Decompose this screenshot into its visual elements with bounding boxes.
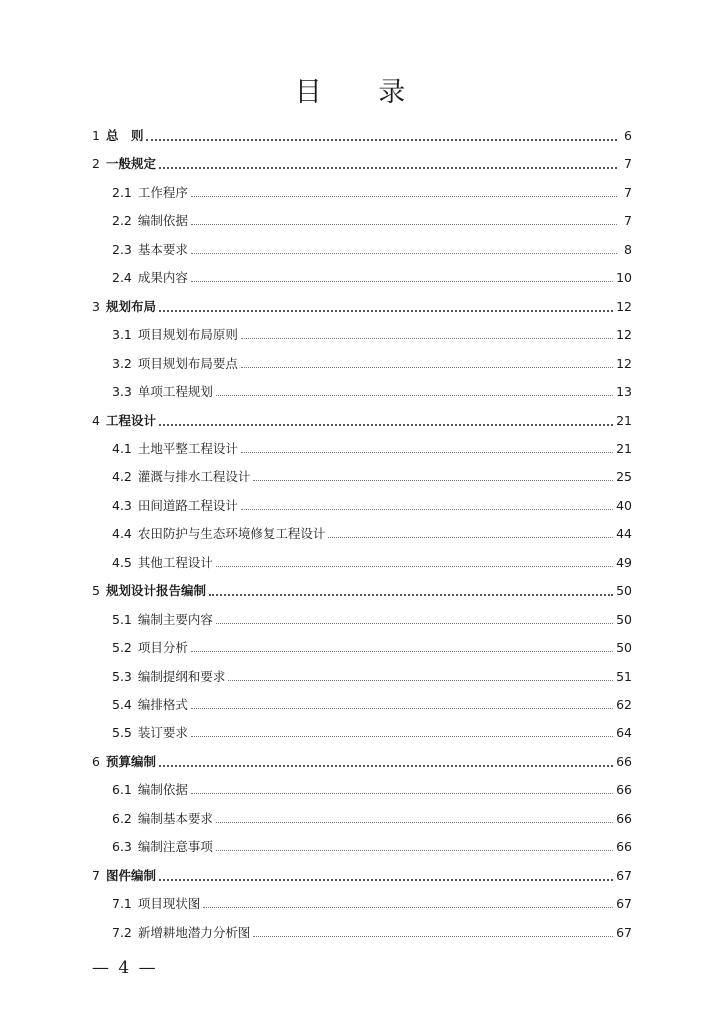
toc-section-entry[interactable] — [0, 807, 724, 827]
toc-section-entry[interactable] — [0, 352, 724, 372]
toc-section-entry[interactable] — [0, 437, 724, 457]
toc-entry-label — [112, 725, 188, 741]
toc-entry-title: 田间道路工程设计 — [137, 497, 238, 513]
toc-entry-title: 工程设计 — [105, 412, 156, 428]
dot-leader — [191, 793, 613, 794]
toc-entry-title: 项目规划布局原则 — [137, 327, 238, 343]
toc-section-entry[interactable] — [0, 238, 724, 258]
toc-entry-title: 项目分析 — [137, 640, 188, 656]
toc-section-entry[interactable] — [0, 522, 724, 542]
toc-page-number: 50 — [616, 583, 632, 599]
toc-entry-label — [112, 782, 188, 798]
toc-entry-label — [112, 327, 238, 343]
dot-leader — [216, 566, 613, 567]
toc-page-number: 6 — [624, 128, 632, 143]
page-number-footer: — 4 — — [92, 958, 158, 978]
toc-entry-title: 编制依据 — [137, 213, 188, 229]
toc-page-number: 50 — [616, 640, 632, 656]
toc-section-entry[interactable] — [0, 608, 724, 628]
toc-entry-label — [112, 213, 188, 229]
toc-entry-title: 土地平整工程设计 — [137, 440, 238, 456]
toc-entry-number: 5.5 — [112, 725, 132, 741]
toc-section-entry[interactable] — [0, 778, 724, 798]
toc-entry-label — [112, 441, 238, 457]
dot-leader — [159, 310, 613, 312]
dot-leader — [241, 367, 613, 368]
toc-section-entry[interactable] — [0, 892, 724, 912]
toc-page-number: 13 — [616, 384, 632, 400]
toc-page-number: 7 — [624, 184, 632, 200]
dot-leader — [191, 736, 613, 737]
toc-entry-number: 3.3 — [112, 384, 132, 400]
toc-section-entry[interactable] — [0, 209, 724, 229]
toc-entry-label — [112, 526, 325, 542]
toc-entry-number: 4.1 — [112, 440, 132, 456]
toc-section-entry[interactable] — [0, 721, 724, 741]
dot-leader — [191, 281, 613, 282]
toc-entry-number: 5 — [92, 583, 100, 599]
toc-entry-label — [112, 697, 188, 713]
toc-section-entry[interactable] — [0, 266, 724, 286]
dot-leader — [159, 424, 613, 426]
toc-entry-label — [112, 640, 188, 656]
toc-entry-title: 图件编制 — [105, 867, 156, 883]
toc-chapter-entry[interactable] — [0, 124, 724, 144]
toc-entry-title: 编制提纲和要求 — [137, 668, 226, 684]
toc-section-entry[interactable] — [0, 181, 724, 201]
toc-section-entry[interactable] — [0, 551, 724, 571]
toc-entry-title: 新增耕地潜力分析图 — [137, 924, 251, 940]
toc-entry-label — [112, 270, 188, 286]
toc-entry-title: 规划布局 — [105, 298, 156, 314]
toc-page-number: 49 — [616, 554, 632, 570]
toc-chapter-entry[interactable] — [0, 750, 724, 770]
toc-entry-number: 5.1 — [112, 611, 132, 627]
toc-entry-title: 总 则 — [105, 128, 144, 143]
dot-leader — [216, 623, 613, 624]
toc-entry-number: 4 — [92, 412, 100, 428]
toc-page-number: 10 — [616, 270, 632, 286]
toc-page-number: 40 — [616, 497, 632, 513]
toc-entry-label — [92, 583, 206, 599]
toc-entry-label — [112, 669, 225, 685]
dot-leader — [159, 765, 613, 767]
dot-leader — [241, 509, 613, 510]
toc-section-entry[interactable] — [0, 323, 724, 343]
page-title: 目 录 — [294, 77, 430, 108]
toc-entry-number: 5.4 — [112, 697, 132, 712]
toc-entry-number: 2.2 — [112, 213, 132, 229]
toc-page-number: 67 — [616, 867, 632, 883]
toc-chapter-entry[interactable] — [0, 152, 724, 172]
toc-page-number: 21 — [616, 440, 632, 456]
toc-entry-title: 编制依据 — [137, 782, 188, 798]
dot-leader — [191, 651, 613, 652]
toc-section-entry[interactable] — [0, 693, 724, 713]
dot-leader — [191, 196, 617, 197]
toc-entry-number: 6 — [92, 753, 100, 769]
toc-entry-title: 单项工程规划 — [137, 384, 213, 400]
toc-entry-number: 5.3 — [112, 668, 132, 684]
toc-entry-title: 灌溉与排水工程设计 — [137, 469, 251, 485]
toc-entry-title: 一般规定 — [105, 156, 156, 172]
toc-page-number: 12 — [616, 298, 632, 314]
toc-section-entry[interactable] — [0, 494, 724, 514]
toc-entry-number: 4.4 — [112, 526, 132, 542]
toc-page-number: 67 — [616, 896, 632, 912]
toc-entry-number: 3.1 — [112, 327, 132, 343]
dot-leader — [216, 850, 613, 851]
toc-entry-label — [92, 299, 156, 315]
toc-page-number: 12 — [616, 327, 632, 343]
toc-page-number: 25 — [616, 469, 632, 485]
dot-leader — [209, 594, 613, 596]
dot-leader — [241, 452, 613, 453]
toc-entry-number: 6.3 — [112, 839, 132, 855]
dot-leader — [191, 253, 617, 254]
toc-entry-number: 7.2 — [112, 924, 132, 940]
toc-entry-label — [112, 612, 213, 628]
toc-entry-label — [112, 498, 238, 514]
toc-entry-title: 工作程序 — [137, 184, 188, 200]
toc-section-entry[interactable] — [0, 835, 724, 855]
toc-section-entry[interactable] — [0, 665, 724, 685]
toc-entry-title: 规划设计报告编制 — [105, 583, 206, 599]
toc-entry-number: 3.2 — [112, 355, 132, 371]
toc-page-number: 66 — [616, 753, 632, 769]
toc-page-number: 21 — [616, 412, 632, 428]
toc-entry-label — [112, 925, 250, 941]
dot-leader — [146, 139, 617, 141]
dot-leader — [159, 167, 617, 169]
toc-entry-label — [112, 839, 213, 855]
toc-entry-label — [112, 384, 213, 400]
dot-leader — [328, 537, 613, 538]
toc-entry-label — [92, 128, 143, 144]
toc-entry-number: 3 — [92, 298, 100, 314]
dot-leader — [216, 822, 613, 823]
toc-entry-label — [112, 356, 238, 372]
toc-section-entry[interactable] — [0, 921, 724, 941]
toc-entry-title: 预算编制 — [105, 753, 156, 769]
dot-leader — [253, 936, 613, 937]
toc-entry-title: 装订要求 — [137, 725, 188, 741]
toc-entry-number: 2.4 — [112, 270, 132, 286]
dot-leader — [191, 224, 617, 225]
toc-entry-label — [112, 242, 188, 258]
toc-entry-title: 编制主要内容 — [137, 611, 213, 627]
dot-leader — [159, 879, 613, 881]
toc-page-number: 66 — [616, 810, 632, 826]
toc-entry-label — [92, 413, 156, 429]
toc-page-number: 8 — [624, 241, 632, 257]
toc-entry-label — [112, 469, 250, 485]
toc-entry-title: 基本要求 — [137, 241, 188, 257]
toc-entry-title: 编制基本要求 — [137, 810, 213, 826]
toc-page-number: 7 — [624, 156, 632, 172]
toc-entry-label — [112, 811, 213, 827]
toc-entry-title: 其他工程设计 — [137, 554, 213, 570]
toc-page-number: 7 — [624, 213, 632, 229]
toc-entry-title: 农田防护与生态环境修复工程设计 — [137, 526, 326, 542]
toc-page-number: 44 — [616, 526, 632, 542]
toc-chapter-entry[interactable] — [0, 579, 724, 599]
toc-entry-number: 2.3 — [112, 241, 132, 257]
toc-entry-number: 2.1 — [112, 184, 132, 200]
dot-leader — [253, 480, 613, 481]
dot-leader — [216, 395, 613, 396]
toc-page-number: 66 — [616, 782, 632, 798]
toc-section-entry[interactable] — [0, 636, 724, 656]
dot-leader — [191, 708, 613, 709]
toc-page-number: 67 — [616, 924, 632, 940]
dot-leader — [203, 907, 613, 908]
toc-entry-number: 4.3 — [112, 497, 132, 513]
toc-page-number: 66 — [616, 839, 632, 855]
toc-entry-number: 1 — [92, 128, 100, 143]
dot-leader — [241, 338, 613, 339]
toc-page-number: 51 — [616, 668, 632, 684]
toc-page-number: 62 — [616, 697, 632, 712]
toc-chapter-entry[interactable] — [0, 295, 724, 315]
toc-entry-number: 7.1 — [112, 896, 132, 912]
toc-entry-number: 5.2 — [112, 640, 132, 656]
toc-section-entry[interactable] — [0, 465, 724, 485]
toc-entry-label — [92, 156, 156, 172]
toc-entry-label — [112, 555, 213, 571]
toc-entry-number: 7 — [92, 867, 100, 883]
toc-entry-title: 项目现状图 — [137, 896, 201, 912]
toc-entry-number: 2 — [92, 156, 100, 172]
toc-section-entry[interactable] — [0, 380, 724, 400]
toc-entry-number: 4.2 — [112, 469, 132, 485]
toc-entry-number: 6.1 — [112, 782, 132, 798]
toc-page-number: 12 — [616, 355, 632, 371]
toc-entry-title: 成果内容 — [137, 270, 188, 286]
toc-entry-title: 编制注意事项 — [137, 839, 213, 855]
toc-entry-label — [92, 868, 156, 884]
toc-entry-label — [112, 896, 200, 912]
toc-entry-number: 4.5 — [112, 554, 132, 570]
toc-entry-label — [92, 754, 156, 770]
dot-leader — [228, 680, 613, 681]
toc-entry-title: 编排格式 — [137, 697, 188, 712]
toc-entry-number: 6.2 — [112, 810, 132, 826]
toc-page-number: 50 — [616, 611, 632, 627]
toc-page-number: 64 — [616, 725, 632, 741]
toc-entry-label — [112, 185, 188, 201]
toc-chapter-entry[interactable] — [0, 864, 724, 884]
toc-chapter-entry[interactable] — [0, 409, 724, 429]
toc-entry-title: 项目规划布局要点 — [137, 355, 238, 371]
